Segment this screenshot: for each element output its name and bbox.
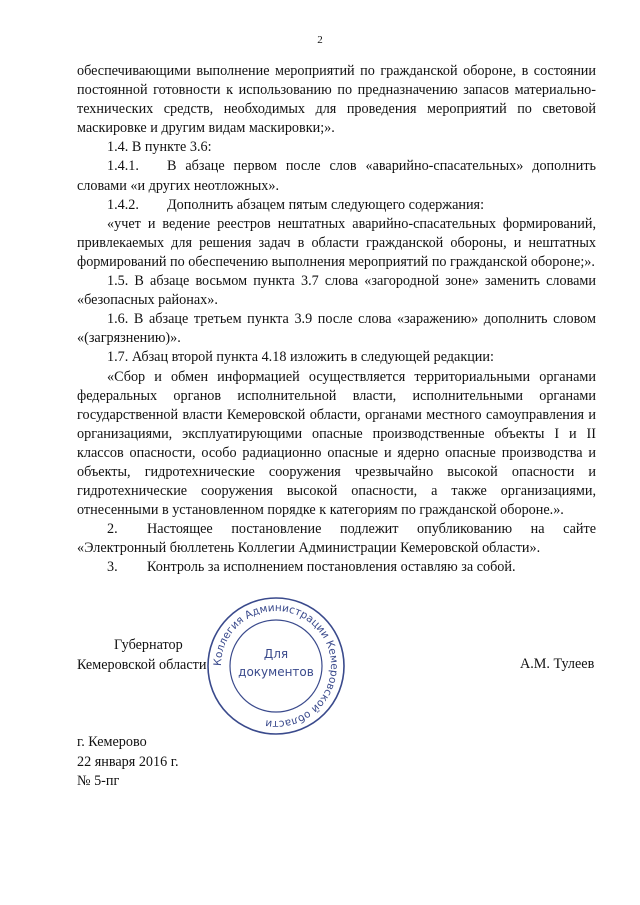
item-number: 1.4.2. xyxy=(107,196,139,213)
paragraph-1-4: 1.4. В пункте 3.6: xyxy=(107,139,212,156)
paragraph-3 xyxy=(77,558,596,577)
document-footer xyxy=(77,733,179,792)
signatory-name: А.М. Тулеев xyxy=(520,656,595,672)
footer-city: г. Кемерово xyxy=(77,734,147,750)
page-number: 2 xyxy=(317,34,323,46)
paragraph-1-4-2 xyxy=(77,196,596,215)
item-text: Настоящее постановление подлежит опубликованию на сайте «Электронный бюллетень Коллегии Администрации Кемеровской области». xyxy=(77,521,596,557)
item-text: Дополнить абзацем пятым следующего содержания: xyxy=(167,196,485,213)
document-body xyxy=(77,62,596,578)
footer-doc-number: № 5-пг xyxy=(77,773,120,789)
paragraph-1-5: 1.5. В абзаце восьмом пункта 3.7 слова «загородной зоне» заменить словами «безопасных районах». xyxy=(77,273,596,309)
stamp-line2: документов xyxy=(238,665,314,679)
item-number: 1.4.1. xyxy=(107,158,139,175)
paragraph-quote-1: «учет и ведение реестров нештатных аварийно-спасательных формирований, привлекаемых для решения задач в области гражданской обороны, и нештатных формирований по обеспечению выполнения мероприятий по гражданской обороне;». xyxy=(77,215,596,270)
paragraph-1-4-1 xyxy=(77,157,596,195)
item-number: 2. xyxy=(107,521,118,538)
footer-date: 22 января 2016 г. xyxy=(77,753,179,770)
signatory-title-line1: Губернатор xyxy=(114,637,183,653)
official-stamp xyxy=(204,594,348,738)
signatory-title-line2: Кемеровской области xyxy=(77,656,207,673)
paragraph-quote-2: «Сбор и обмен информацией осуществляется территориальными органами федеральных органов исполнительной власти, исполнительными органами государственной власти Кемеровской области, органами местного самоуправления и организациями, эксплуатирующими опасные производственные объекты I и II классов опасности, особо радиационно опасные и ядерно опасные производства и объекты, гидротехнические сооружения чрезвычайно высокой опасности и гидротехнические сооружения высокой опасности, а также организациями, отнесенными в установленном порядке к категориям по гражданской обороне.». xyxy=(77,368,596,519)
stamp-ring-text: Коллегия Администрации Кемеровской области xyxy=(211,601,341,731)
paragraph-continuation: обеспечивающими выполнение мероприятий по гражданской обороне, в состоянии постоянной готовности к использованию по предназначению запасов материально-технических средств, необходимых для проведения мероприятий по световой маскировке и другим видам маскировки;». xyxy=(77,63,596,137)
stamp-line1: Для xyxy=(263,647,289,661)
paragraph-1-7: 1.7. Абзац второй пункта 4.18 изложить в следующей редакции: xyxy=(107,349,494,366)
paragraph-2 xyxy=(77,520,596,558)
item-number: 3. xyxy=(107,559,118,576)
paragraph-1-6: 1.6. В абзаце третьем пункта 3.9 после слова «заражению» дополнить словом «(загрязнению)». xyxy=(77,311,596,347)
item-text: В абзаце первом после слов «аварийно-спасательных» дополнить словами «и других неотложных». xyxy=(77,158,596,194)
item-text: Контроль за исполнением постановления оставляю за собой. xyxy=(147,559,516,576)
